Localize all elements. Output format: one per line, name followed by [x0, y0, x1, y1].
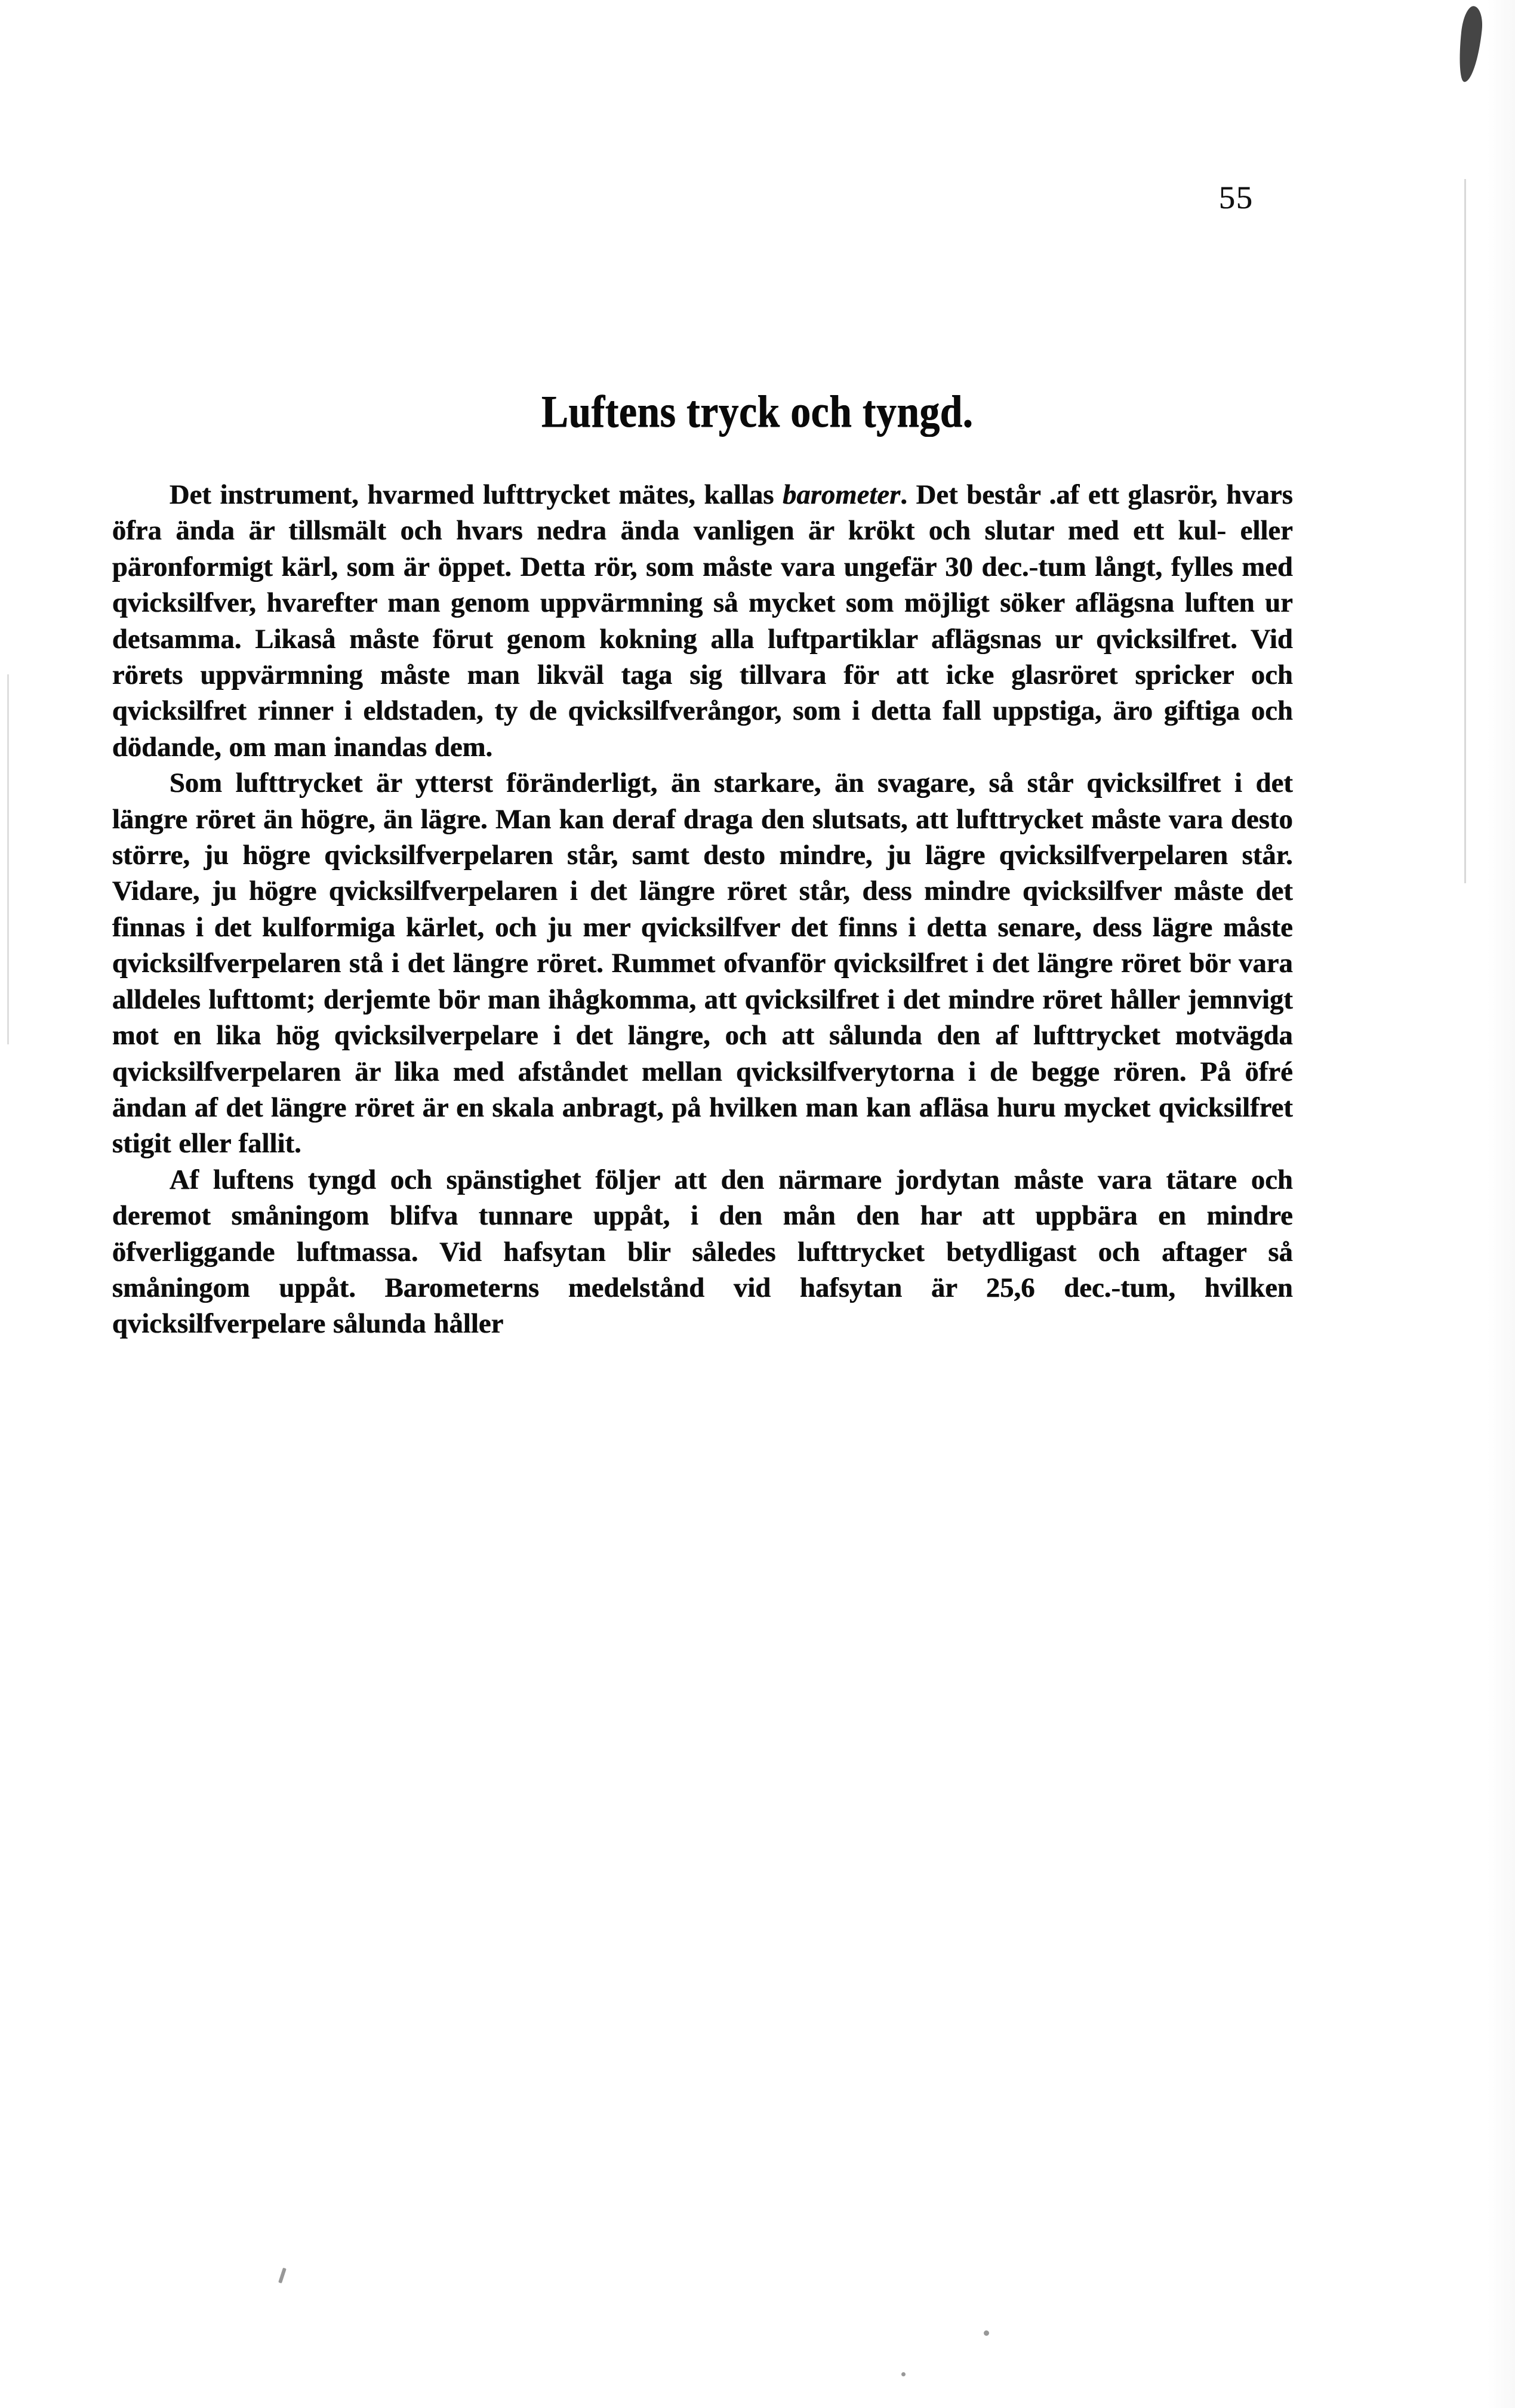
scan-hairline-left: [7, 674, 9, 1044]
paragraph-1-lead: Det instrument, hvarmed lufttrycket mätes, kallas: [170, 480, 783, 510]
italic-term-barometer: barometer: [783, 480, 901, 510]
page-number: 55: [1219, 180, 1254, 215]
body-text: [112, 477, 1293, 1343]
paragraph-1: [112, 477, 1293, 766]
scan-hairline-right: [1464, 179, 1466, 883]
scan-speck: [278, 2268, 287, 2284]
scan-speck: [984, 2330, 989, 2336]
scan-speck: [901, 2372, 906, 2376]
paragraph-1-rest: . Det består .af ett glasrör, hvars öfra ända är tillsmält och hvars nedra ända vanligen är krökt och slutar med ett kul- eller päronformigt kärl, som är öppet. Detta rör, som måste vara ungefär 30 dec.-tum långt, fylles med qvicksilfver, hvarefter man genom uppvärmning så mycket som möjligt söker aflägsna luften ur detsamma. Likaså måste förut genom kokning alla luftpartiklar aflägsnas ur qvicksilfret. Vid rörets uppvärmning måste man likväl taga sig tillvara för att icke glasröret spricker och qvicksilfret rinner i eldstaden, ty de qvicksilfverångor, som i detta fall uppstiga, äro giftiga och dödande, om man inandas dem.: [112, 480, 1293, 763]
paragraph-3: Af luftens tyngd och spänstighet följer att den närmare jordytan måste vara tätare och deremot småningom blifva tunnare uppåt, i den mån den har att uppbära en mindre öfverliggande luftmassa. Vid hafsytan blir således lufttrycket betydligast och aftager så småningom uppåt. Barometerns medelstånd vid hafsytan är 25,6 dec.-tum, hvilken qvicksilfverpelare sålunda håller: [112, 1164, 1293, 1340]
scan-smudge-artifact: [1456, 5, 1484, 84]
scan-edge-shading: [1488, 0, 1515, 2408]
page-title: Luftens tryck och tyngd.: [541, 386, 974, 437]
paragraph-2: Som lufttrycket är ytterst föränderligt, än starkare, än svagare, så står qvicksilfret i det längre röret än högre, än lägre. Man kan deraf draga den slutsats, att lufttrycket måste vara desto större, ju högre qvicksilfverpelaren står, samt desto mindre, ju lägre qvicksilfverpelaren står. Vidare, ju högre qvicksilfverpelaren i det längre röret står, dess mindre qvicksilfver måste det finnas i det kulformiga kärlet, och ju mer qvicksilfver det finns i detta senare, dess lägre måste qvicksilfverpelaren stå i det längre röret. Rummet ofvanför qvicksilfret i det längre röret bör vara alldeles lufttomt; derjemte bör man ihågkomma, att qvicksilfret i det mindre röret håller jemnvigt mot en lika hög qvicksilverpelare i det längre, och att sålunda den af lufttrycket motvägda qvicksilfverpelaren är lika med afståndet mellan qvicksilfverytorna i de begge rören. På öfré ändan af det längre röret är en skala anbragt, på hvilken man kan afläsa huru mycket qvicksilfret stigit eller fallit.: [112, 768, 1293, 1160]
